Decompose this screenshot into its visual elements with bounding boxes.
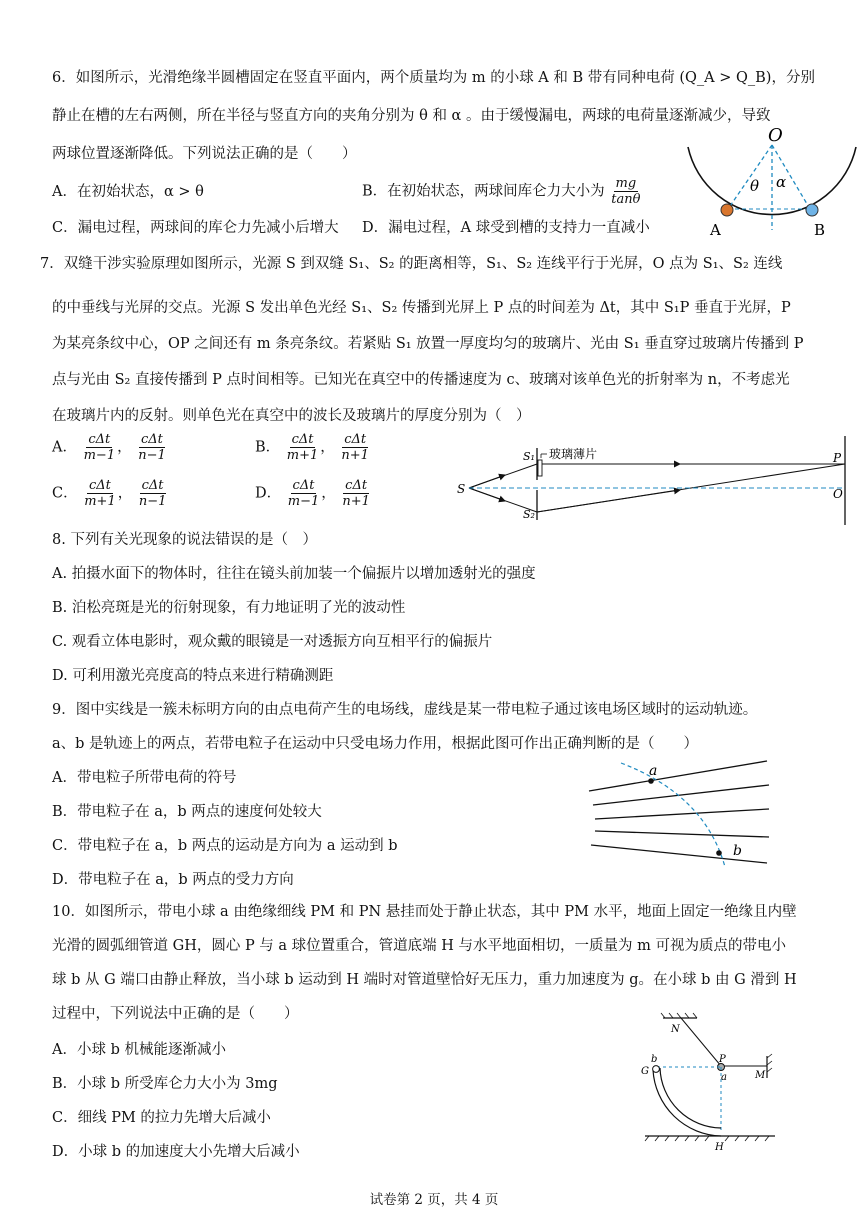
- q10-stem-line3: 球 b 从 G 端口由静止释放，当小球 b 运动到 H 端时对管道壁恰好无压力，重力加速度为 g。在小球 b 由 G 滑到 H: [52, 972, 797, 988]
- label-g: G: [641, 1066, 649, 1077]
- point-a: [648, 778, 654, 784]
- q6-option-b-numerator: mg: [615, 176, 637, 191]
- frac-denominator: m+1: [84, 494, 116, 509]
- q7-option-a: A． $\frac{\text{cΔt}}{m-1}$ ， $\frac{\text{cΔt}}{n-1}$: [52, 432, 166, 463]
- frac-numerator: cΔt: [141, 432, 163, 447]
- q7-stem-line4: 点与光由 S₂ 直接传播到 P 点时间相等。已知光在真空中的传播速度为 c、玻璃对该单色光的折射率为 n，不考虑光: [52, 372, 790, 388]
- q10-stem-line4: 过程中，下列说法中正确的是（ ）: [52, 1006, 299, 1022]
- label-a: a: [649, 763, 658, 779]
- q9-option-a: A．带电粒子所带电荷的符号: [52, 770, 237, 786]
- frac-numerator: cΔt: [291, 432, 314, 447]
- q7-option-b: B． $\frac{\text{cΔt}}{m+1}$ ， $\frac{\text{cΔt}}{n+1}$: [255, 432, 369, 463]
- q9-stem-line2: a、b 是轨迹上的两点，若带电粒子在运动中只受电场力作用，根据此图可作出正确判断的是（ ）: [52, 736, 699, 752]
- frac-numerator: cΔt: [345, 478, 368, 493]
- q10-figure: [635, 1008, 785, 1156]
- frac-numerator: cΔt: [89, 478, 111, 493]
- q6-option-c: C．漏电过程，两球间的库仑力先减小后增大: [52, 220, 339, 236]
- q7-option-a-frac2: [136, 432, 168, 463]
- q6-stem-line2: 静止在槽的左右两侧，所在半径与竖直方向的夹角分别为 θ 和 α 。由于缓慢漏电，两球的电荷量逐渐减少，导致: [52, 108, 771, 124]
- label-o: O: [833, 487, 843, 501]
- q6-figure: [680, 125, 860, 240]
- frac-denominator: n−1: [138, 448, 166, 463]
- label-a: A: [710, 221, 721, 239]
- label-alpha: α: [776, 173, 787, 191]
- q7-option-b-frac1: [285, 432, 321, 463]
- q7-stem-line5: 在玻璃片内的反射。则单色光在真空中的波长及玻璃片的厚度分别为（ ）: [52, 408, 531, 424]
- frac-denominator: m−1: [83, 448, 116, 463]
- q7-option-b-frac2: [339, 432, 371, 463]
- q6-stem-line3: 两球位置逐渐降低。下列说法正确的是（ ）: [52, 146, 357, 162]
- q6-option-b-denominator: tanθ: [611, 192, 641, 207]
- frac-numerator: cΔt: [344, 432, 367, 447]
- label-b: b: [651, 1054, 658, 1065]
- q6-option-d: D．漏电过程，A 球受到槽的支持力一直减小: [362, 220, 650, 236]
- frac-denominator: n−1: [138, 494, 167, 509]
- point-b: [716, 850, 722, 856]
- q9-figure: [585, 755, 775, 870]
- q6-option-a: A．在初始状态，α > θ: [52, 184, 204, 200]
- label-s2: S₂: [523, 508, 535, 521]
- label-a: a: [721, 1072, 727, 1083]
- q7-stem-line3: 为某亮条纹中心，OP 之间还有 m 条亮条纹。若紧贴 S₁ 放置一厚度均匀的玻璃片、光由 S₁ 垂直穿过玻璃片传播到 P: [52, 336, 804, 352]
- q9-option-c: C．带电粒子在 a，b 两点的运动是方向为 a 运动到 b: [52, 838, 398, 854]
- q10-stem-line2: 光滑的圆弧细管道 GH，圆心 P 与 a 球位置重合，管道底端 H 与水平地面相切，一质量为 m 可视为质点的带电小: [52, 938, 787, 954]
- label-theta: θ: [750, 177, 760, 195]
- q6-option-b-fraction: [609, 176, 642, 207]
- q7-option-a-frac1: [82, 432, 118, 463]
- frac-numerator: cΔt: [88, 432, 111, 447]
- q7-option-c-label: C．: [52, 485, 78, 502]
- page-footer: 试卷第 2 页，共 4 页: [369, 1192, 499, 1208]
- label-h: H: [715, 1142, 724, 1153]
- q9-stem-line1: 9．图中实线是一簇未标明方向的由点电荷产生的电场线，虚线是某一带电粒子通过该电场区域时的运动轨迹。: [52, 702, 758, 718]
- q7-option-d-label: D．: [255, 485, 282, 502]
- label-p: P: [833, 451, 842, 465]
- ball-b: [806, 204, 818, 216]
- label-s1: S₁: [523, 450, 535, 463]
- frac-numerator: cΔt: [292, 478, 315, 493]
- q10-option-b: B．小球 b 所受库仑力大小为 3mg: [52, 1076, 278, 1092]
- frac-numerator: cΔt: [141, 478, 164, 493]
- q7-option-d-frac1: [286, 478, 322, 509]
- frac-denominator: m−1: [287, 494, 320, 509]
- q8-option-d: D. 可利用激光亮度高的特点来进行精确测距: [52, 668, 334, 684]
- q8-option-b: B. 泊松亮斑是光的衍射现象，有力地证明了光的波动性: [52, 600, 406, 616]
- q7-option-a-label: A．: [52, 439, 77, 456]
- q7-option-c-frac2: [137, 478, 169, 509]
- label-o: O: [768, 125, 783, 146]
- label-n: N: [671, 1024, 680, 1035]
- q9-option-b: B．带电粒子在 a，b 两点的速度何处较大: [52, 804, 322, 820]
- q6-stem-line1: 6．如图所示，光滑绝缘半圆槽固定在竖直平面内，两个质量均为 m 的小球 A 和 B 带有同种电荷 (Q_A > Q_B)，分别: [52, 70, 815, 86]
- label-b: B: [814, 221, 826, 239]
- q7-option-b-label: B．: [255, 439, 281, 456]
- q6-option-b-text: B．在初始状态，两球间库仑力大小为: [362, 183, 605, 200]
- label-s: S: [457, 482, 466, 496]
- q7-figure: [455, 432, 855, 527]
- q7-option-c-frac1: [82, 478, 118, 509]
- q7-stem-line2: 的中垂线与光屏的交点。光源 S 发出单色光经 S₁、S₂ 传播到光屏上 P 点的时间差为 Δt，其中 S₁P 垂直于光屏，P: [52, 300, 791, 316]
- frac-denominator: m+1: [286, 448, 319, 463]
- q8-option-a: A. 拍摄水面下的物体时，往往在镜头前加装一个偏振片以增加透射光的强度: [52, 566, 536, 582]
- q10-option-d: D．小球 b 的加速度大小先增大后减小: [52, 1144, 300, 1160]
- q8-stem: 8. 下列有关光现象的说法错误的是（ ）: [52, 532, 317, 548]
- ball-a: [721, 204, 733, 216]
- label-m: M: [755, 1070, 766, 1081]
- frac-denominator: n+1: [342, 494, 370, 509]
- q10-option-a: A．小球 b 机械能逐渐减小: [52, 1042, 226, 1058]
- label-glass: 玻璃薄片: [549, 447, 598, 461]
- ball-b: [653, 1066, 660, 1073]
- q10-option-c: C．细线 PM 的拉力先增大后减小: [52, 1110, 271, 1126]
- frac-denominator: n+1: [341, 448, 369, 463]
- label-p: P: [719, 1054, 726, 1065]
- q7-stem-line1: 7．双缝干涉实验原理如图所示，光源 S 到双缝 S₁、S₂ 的距离相等，S₁、S₂ 连线平行于光屏，O 点为 S₁、S₂ 连线: [40, 256, 783, 272]
- q7-option-c: C． $\frac{\text{cΔt}}{m+1}$ ， $\frac{\text{cΔt}}{n-1}$: [52, 478, 167, 509]
- q10-stem-line1: 10．如图所示，带电小球 a 由绝缘细线 PM 和 PN 悬挂而处于静止状态，其中 PM 水平，地面上固定一绝缘且内壁: [52, 904, 797, 920]
- q7-option-d: D． $\frac{\text{cΔt}}{m-1}$ ， $\frac{\text{cΔt}}{n+1}$: [255, 478, 370, 509]
- label-b: b: [733, 843, 742, 859]
- q9-option-d: D．带电粒子在 a，b 两点的受力方向: [52, 872, 294, 888]
- q6-option-b: [362, 176, 642, 207]
- q8-option-c: C. 观看立体电影时，观众戴的眼镜是一对透振方向互相平行的偏振片: [52, 634, 493, 650]
- q7-option-d-frac2: [340, 478, 372, 509]
